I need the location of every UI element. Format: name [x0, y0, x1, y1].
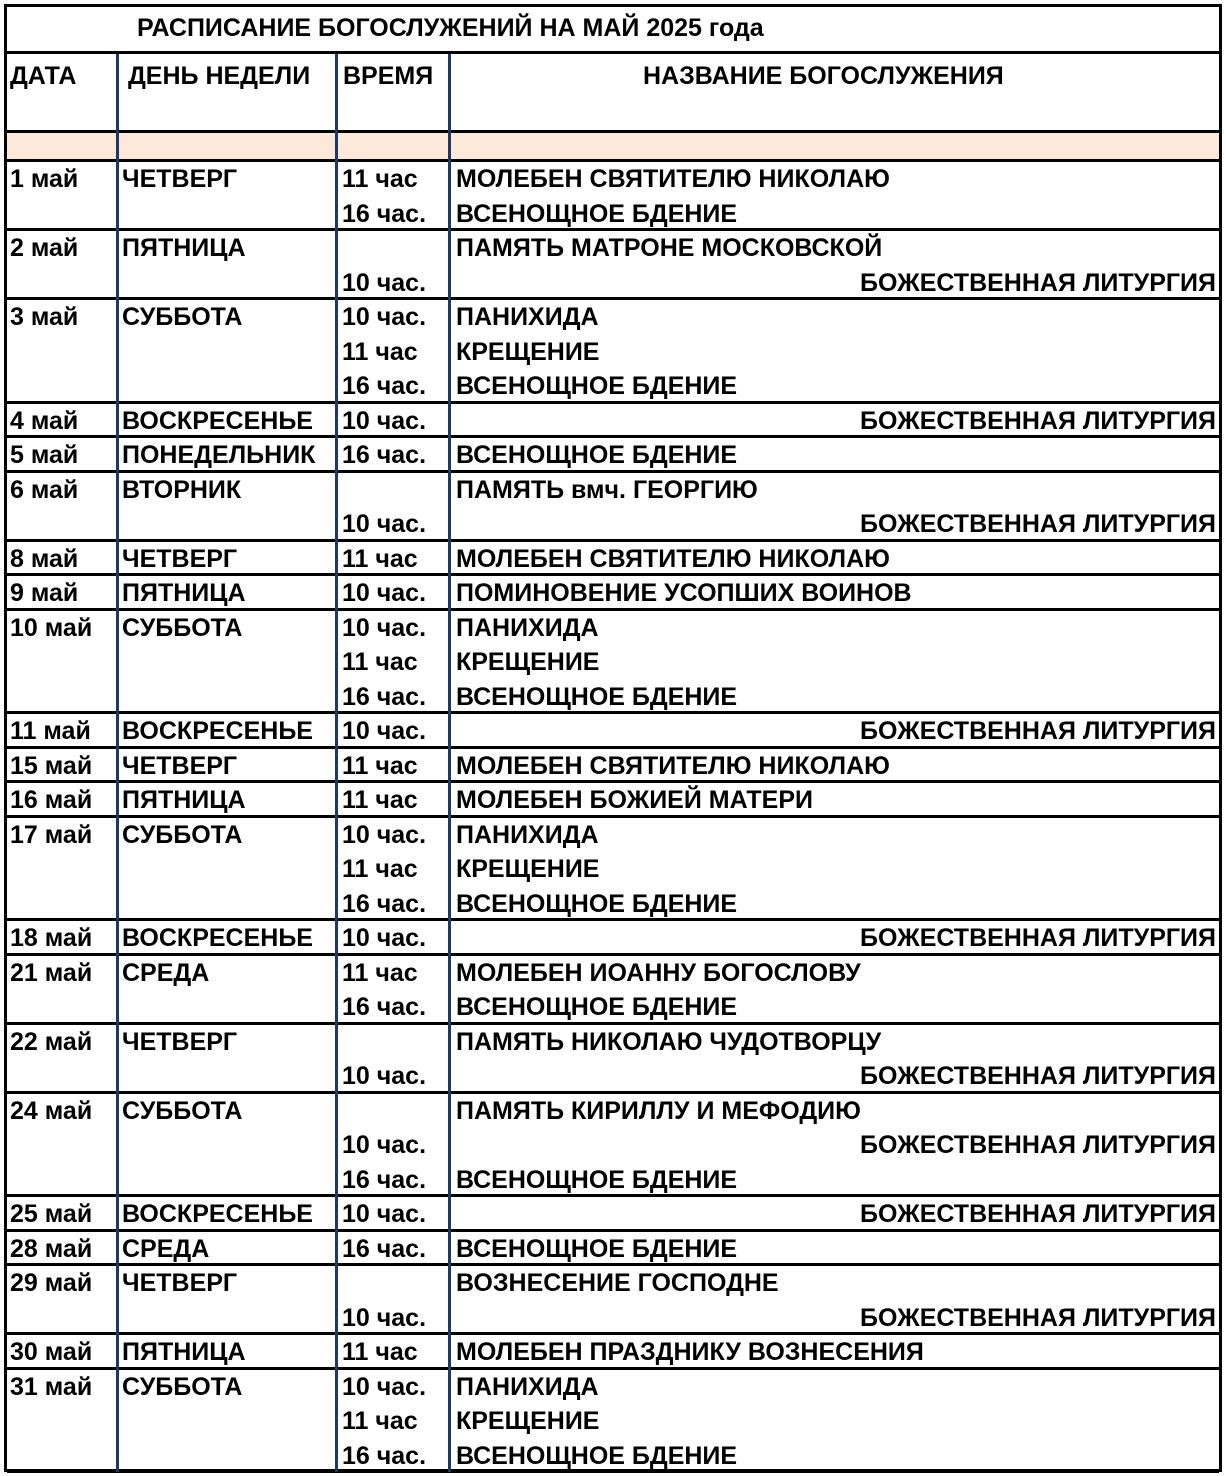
service-cell: ПАНИХИДА: [456, 613, 599, 642]
table-row: [7, 1266, 1219, 1335]
date-cell: 24 май: [10, 1096, 93, 1125]
header-weekday: ДЕНЬ НЕДЕЛИ: [128, 62, 311, 90]
service-cell: МОЛЕБЕН ПРАЗДНИКУ ВОЗНЕСЕНИЯ: [456, 1338, 924, 1366]
service-cell: ПАНИХИДА: [456, 1372, 599, 1401]
service-cell: БОЖЕСТВЕННАЯ ЛИТУРГИЯ: [860, 268, 1216, 297]
time-cell: 11 час: [342, 165, 418, 193]
table-row: [7, 956, 1219, 1025]
time-cell: 16 час.: [342, 1234, 427, 1263]
time-cell: 10 час.: [342, 1303, 427, 1332]
time-cell: 11 час: [342, 1407, 418, 1435]
time-cell: 10 час.: [342, 303, 427, 331]
header-date: ДАТА: [10, 62, 77, 90]
page-title: РАСПИСАНИЕ БОГОСЛУЖЕНИЙ НА МАЙ 2025 года: [137, 14, 764, 42]
time-cell: 11 час: [342, 1338, 418, 1366]
time-cell: 16 час.: [342, 441, 427, 469]
weekday-cell: СУББОТА: [122, 820, 243, 849]
date-cell: 8 май: [10, 544, 79, 573]
service-cell: ПАМЯТЬ МАТРОНЕ МОСКОВСКОЙ: [456, 234, 883, 262]
weekday-cell: ПОНЕДЕЛЬНИК: [122, 441, 316, 469]
time-cell: 10 час.: [342, 1200, 427, 1228]
service-cell: ПАМЯТЬ КИРИЛЛУ И МЕФОДИЮ: [456, 1096, 861, 1125]
weekday-cell: ЧЕТВЕРГ: [122, 1027, 238, 1056]
service-cell: МОЛЕБЕН СВЯТИТЕЛЮ НИКОЛАЮ: [456, 544, 890, 573]
weekday-cell: СУББОТА: [122, 303, 243, 331]
weekday-cell: ВОСКРЕСЕНЬЕ: [122, 406, 313, 435]
table-row: [7, 714, 1219, 749]
accent-band: [7, 133, 1219, 162]
time-cell: 16 час.: [342, 889, 427, 918]
time-cell: 11 час: [342, 958, 418, 987]
weekday-cell: СУББОТА: [122, 613, 243, 642]
time-cell: 11 час: [342, 855, 418, 883]
weekday-cell: ПЯТНИЦА: [122, 234, 246, 262]
schedule-sheet: [4, 4, 1222, 1472]
time-cell: 16 час.: [342, 199, 427, 228]
date-cell: 16 май: [10, 786, 93, 814]
service-cell: МОЛЕБЕН ИОАННУ БОГОСЛОВУ: [456, 958, 861, 987]
date-cell: 17 май: [10, 820, 93, 849]
date-cell: 29 май: [10, 1269, 93, 1297]
service-cell: БОЖЕСТВЕННАЯ ЛИТУРГИЯ: [860, 1303, 1216, 1332]
date-cell: 11 май: [10, 717, 91, 745]
weekday-cell: СУББОТА: [122, 1372, 243, 1401]
time-cell: 10 час.: [342, 268, 427, 297]
date-cell: 2 май: [10, 234, 79, 262]
service-cell: ПАМЯТЬ вмч. ГЕОРГИЮ: [456, 475, 758, 504]
date-cell: 15 май: [10, 751, 93, 780]
time-cell: 16 час.: [342, 372, 427, 400]
weekday-cell: ПЯТНИЦА: [122, 1338, 246, 1366]
date-cell: 1 май: [10, 165, 79, 193]
date-cell: 3 май: [10, 303, 79, 331]
weekday-cell: ЧЕТВЕРГ: [122, 1269, 238, 1297]
weekday-cell: ЧЕТВЕРГ: [122, 165, 238, 193]
date-cell: 25 май: [10, 1200, 93, 1228]
service-cell: МОЛЕБЕН СВЯТИТЕЛЮ НИКОЛАЮ: [456, 165, 890, 193]
service-cell: КРЕЩЕНИЕ: [456, 1407, 600, 1435]
time-cell: 10 час.: [342, 820, 427, 849]
table-row: [7, 921, 1219, 956]
weekday-cell: ПЯТНИЦА: [122, 579, 246, 607]
service-cell: БОЖЕСТВЕННАЯ ЛИТУРГИЯ: [860, 1131, 1216, 1159]
time-cell: 16 час.: [342, 1441, 427, 1470]
table-row: [7, 783, 1219, 818]
time-cell: 10 час.: [342, 1131, 427, 1159]
weekday-cell: ЧЕТВЕРГ: [122, 544, 238, 573]
date-cell: 10 май: [10, 613, 93, 642]
service-cell: БОЖЕСТВЕННАЯ ЛИТУРГИЯ: [860, 1062, 1216, 1090]
table-row: [7, 162, 1219, 231]
service-cell: КРЕЩЕНИЕ: [456, 648, 600, 676]
date-cell: 22 май: [10, 1027, 93, 1056]
table-row: [7, 576, 1219, 611]
service-cell: ВСЕНОЩНОЕ БДЕНИЕ: [456, 199, 738, 228]
date-cell: 31 май: [10, 1372, 93, 1401]
service-cell: МОЛЕБЕН БОЖИЕЙ МАТЕРИ: [456, 786, 813, 814]
weekday-cell: ВТОРНИК: [122, 475, 242, 504]
weekday-cell: СРЕДА: [122, 958, 210, 987]
time-cell: 16 час.: [342, 993, 427, 1021]
weekday-cell: ЧЕТВЕРГ: [122, 751, 238, 780]
service-cell: ПАНИХИДА: [456, 820, 599, 849]
table-row: [7, 1197, 1219, 1232]
weekday-cell: ВОСКРЕСЕНЬЕ: [122, 717, 313, 745]
service-cell: ВСЕНОЩНОЕ БДЕНИЕ: [456, 1234, 738, 1263]
time-cell: 11 час: [342, 337, 418, 366]
table-row: [7, 611, 1219, 715]
date-cell: 5 май: [10, 441, 79, 469]
service-cell: ВСЕНОЩНОЕ БДЕНИЕ: [456, 1441, 738, 1470]
time-cell: 10 час.: [342, 406, 427, 435]
header-row: [7, 54, 1219, 133]
weekday-cell: СУББОТА: [122, 1096, 243, 1125]
time-cell: 16 час.: [342, 1165, 427, 1194]
table-row: [7, 231, 1219, 300]
table-row: [7, 1094, 1219, 1198]
table-row: [7, 542, 1219, 577]
time-cell: 10 час.: [342, 924, 427, 952]
service-cell: ПАМЯТЬ НИКОЛАЮ ЧУДОТВОРЦУ: [456, 1027, 882, 1056]
service-cell: МОЛЕБЕН СВЯТИТЕЛЮ НИКОЛАЮ: [456, 751, 890, 780]
table-row: [7, 438, 1219, 473]
time-cell: 10 час.: [342, 717, 427, 745]
service-cell: БОЖЕСТВЕННАЯ ЛИТУРГИЯ: [860, 924, 1216, 952]
table-row: [7, 1232, 1219, 1267]
table-row: [7, 1025, 1219, 1094]
column-divider: [448, 54, 451, 1472]
date-cell: 18 май: [10, 924, 93, 952]
weekday-cell: ВОСКРЕСЕНЬЕ: [122, 1200, 313, 1228]
date-cell: 4 май: [10, 406, 79, 435]
service-cell: ВСЕНОЩНОЕ БДЕНИЕ: [456, 993, 738, 1021]
time-cell: 10 час.: [342, 510, 427, 538]
header-service: НАЗВАНИЕ БОГОСЛУЖЕНИЯ: [643, 62, 1004, 90]
column-divider: [335, 54, 338, 1472]
weekday-cell: ВОСКРЕСЕНЬЕ: [122, 924, 313, 952]
service-cell: ВСЕНОЩНОЕ БДЕНИЕ: [456, 372, 738, 400]
column-divider: [116, 54, 119, 1472]
date-cell: 21 май: [10, 958, 93, 987]
service-cell: ВСЕНОЩНОЕ БДЕНИЕ: [456, 889, 738, 918]
time-cell: 11 час: [342, 751, 418, 780]
date-cell: 30 май: [10, 1338, 93, 1366]
service-cell: БОЖЕСТВЕННАЯ ЛИТУРГИЯ: [860, 406, 1216, 435]
time-cell: 10 час.: [342, 1372, 427, 1401]
table-row: [7, 1370, 1219, 1474]
service-cell: БОЖЕСТВЕННАЯ ЛИТУРГИЯ: [860, 510, 1216, 538]
table-row: [7, 1335, 1219, 1370]
table-row: [7, 473, 1219, 542]
header-time: ВРЕМЯ: [343, 62, 434, 90]
service-cell: БОЖЕСТВЕННАЯ ЛИТУРГИЯ: [860, 717, 1216, 745]
time-cell: 10 час.: [342, 579, 427, 607]
weekday-cell: ПЯТНИЦА: [122, 786, 246, 814]
date-cell: 28 май: [10, 1234, 93, 1263]
date-cell: 9 май: [10, 579, 79, 607]
time-cell: 10 час.: [342, 613, 427, 642]
table-row: [7, 749, 1219, 784]
table-row: [7, 818, 1219, 922]
service-cell: ВСЕНОЩНОЕ БДЕНИЕ: [456, 682, 738, 711]
table-row: [7, 404, 1219, 439]
service-cell: ВСЕНОЩНОЕ БДЕНИЕ: [456, 441, 738, 469]
time-cell: 11 час: [342, 544, 418, 573]
service-cell: БОЖЕСТВЕННАЯ ЛИТУРГИЯ: [860, 1200, 1216, 1228]
service-cell: ПАНИХИДА: [456, 303, 599, 331]
service-cell: ВСЕНОЩНОЕ БДЕНИЕ: [456, 1165, 738, 1194]
weekday-cell: СРЕДА: [122, 1234, 210, 1263]
title-row: [7, 7, 1219, 54]
service-cell: ВОЗНЕСЕНИЕ ГОСПОДНЕ: [456, 1269, 779, 1297]
service-cell: КРЕЩЕНИЕ: [456, 337, 600, 366]
time-cell: 11 час: [342, 786, 418, 814]
service-cell: КРЕЩЕНИЕ: [456, 855, 600, 883]
time-cell: 11 час: [342, 648, 418, 676]
date-cell: 6 май: [10, 475, 79, 504]
table-row: [7, 300, 1219, 404]
time-cell: 10 час.: [342, 1062, 427, 1090]
time-cell: 16 час.: [342, 682, 427, 711]
service-cell: ПОМИНОВЕНИЕ УСОПШИХ ВОИНОВ: [456, 579, 912, 607]
